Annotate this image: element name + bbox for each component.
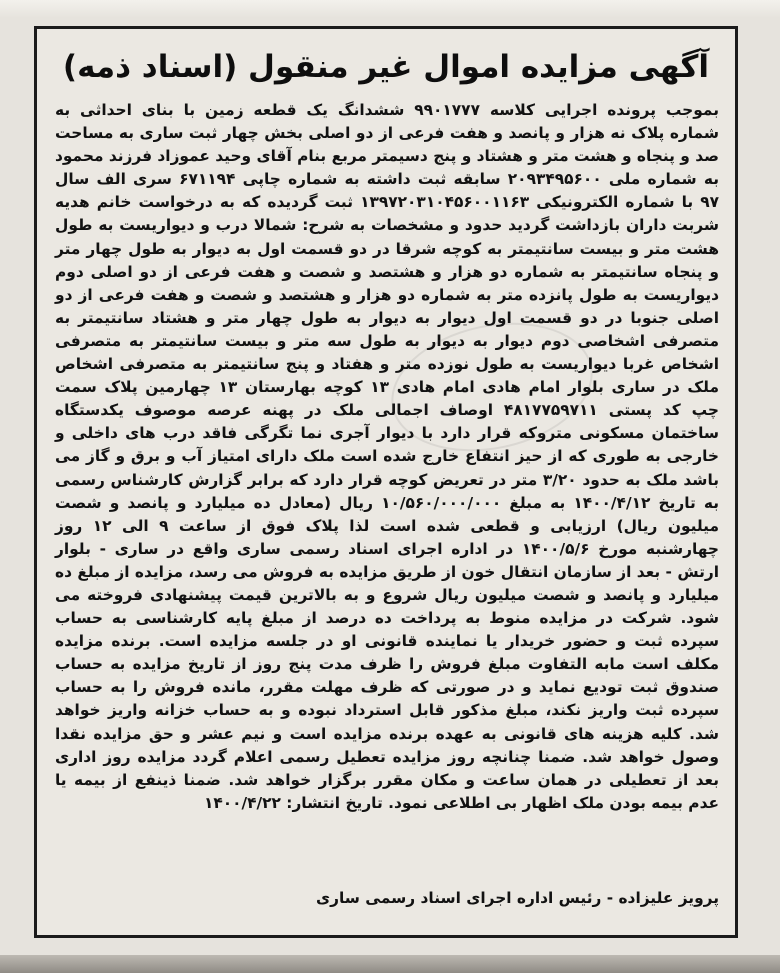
notice-signature: پرویز علیزاده - رئیس اداره اجرای اسناد رسمی ساری [316,889,719,907]
page-bottom-edge [0,955,780,973]
notice-title: آگهی مزایده اموال غیر منقول (اسناد ذمه) [62,49,710,85]
notice-frame [34,26,738,938]
notice-body: بموجب پرونده اجرایی کلاسه ۹۹۰۱۷۷۷ ششدانگ یک قطعه زمین با بنای احداثی به شماره پلاک نه هزار و پانصد و هفت فرعی از دو اصلی بخش چهار ثبت ساری به مساحت صد و پنجاه و هشت متر و هشتاد و پنج دسیمتر مربع بنام آقای وحید عموزاد فرزند محمود به شماره ملی ۲۰۹۳۴۹۵۶۰۰ سابقه ثبت داشته به شماره چاپی ۶۷۱۱۹۴ سری الف سال ۹۷ با شماره الکترونیکی ۱۳۹۷۲۰۳۱۰۴۵۶۰۰۱۱۶۳ ثبت گردیده که به درخواست خانم هدیه شربت داران بازداشت گردید حدود و مشخصات به شرح: شمالا درب و دیواریست به طول هشت متر و بیست سانتیمتر به کوچه شرقا در دو قسمت اول به دیوار به طول چهار متر و پنجاه سانتیمتر به شماره دو هزار و هشتصد و شصت و هفت فرعی از دو اصلی دوم دیواریست به طول پانزده متر به شماره دو هزار و هشتصد و شصت و هفت فرعی از دو اصلی جنوبا در دو قسمت اول دیوار به دیوار به طول چهار متر و هشتاد سانتیمتر به متصرفی اشخاصی دوم دیوار به دیوار به طول سه متر و بیست سانتیمتر به متصرفی اشخاص غربا دیواریست به طول نوزده متر و هفتاد و پنج سانتیمتر به متصرفی اشخاص ملک در ساری بلوار امام هادی امام هادی ۱۳ کوچه بهارستان ۱۳ چهارمین پلاک سمت چپ کد پستی ۴۸۱۷۷۵۹۷۱۱ اوصاف اجمالی ملک در پهنه عرصه موصوف یکدستگاه ساختمان مسکونی متروکه قرار دارد با دیوار آجری نما تگرگی فاقد درب های داخلی و خارجی به طوری که از حیز انتفاع خارج شده است ملک دارای امتیاز آب و برق و گاز می باشد ملک به حدود ۳/۲۰ متر در تعریض کوچه قرار دارد که برابر گزارش کارشناس رسمی به تاریخ ۱۴۰۰/۴/۱۲ به مبلغ ۱۰/۵۶۰/۰۰۰/۰۰۰ ریال (معادل ده میلیارد و پانصد و شصت میلیون ریال) ارزیابی و قطعی شده است لذا پلاک فوق از ساعت ۹ الی ۱۲ روز چهارشنبه مورخ ۱۴۰۰/۵/۶ در اداره اجرای اسناد رسمی ساری واقع در ساری - بلوار ارتش - بعد از سازمان انتقال خون از طریق مزایده به فروش می رسد، مزایده از مبلغ ده میلیارد و پانصد و شصت میلیون ریال شروع و به بالاترین قیمت پیشنهادی فروخته می شود. شرکت در مزایده منوط به پرداخت ده درصد از مبلغ پایه کارشناسی به حساب سپرده ثبت و حضور خریدار یا نماینده قانونی او در جلسه مزایده است. برنده مزایده مکلف است مابه التفاوت مبلغ فروش را ظرف مدت پنج روز از تاریخ مزایده به حساب صندوق ثبت تودیع نماید و در صورتی که ظرف مهلت مقرر، مانده فروش را به حساب سپرده ثبت واریز نکند، مبلغ مذکور قابل استرداد نبوده و به حساب خزانه واریز خواهد شد. کلیه هزینه های قانونی به عهده برنده مزایده است و نیم عشر و حق مزایده نقدا وصول خواهد شد. ضمنا چنانچه روز مزایده تعطیل رسمی اعلام گردد مزایده روز اداری بعد از تعطیلی در همان ساعت و مکان مقرر برگزار خواهد شد. ضمنا ذینفع از بیمه یا عدم بیمه بودن ملک اظهار بی اطلاعی نمود. تاریخ انتشار: ۱۴۰۰/۴/۲۲ [55,101,720,812]
previous-column-edge [0,0,780,18]
